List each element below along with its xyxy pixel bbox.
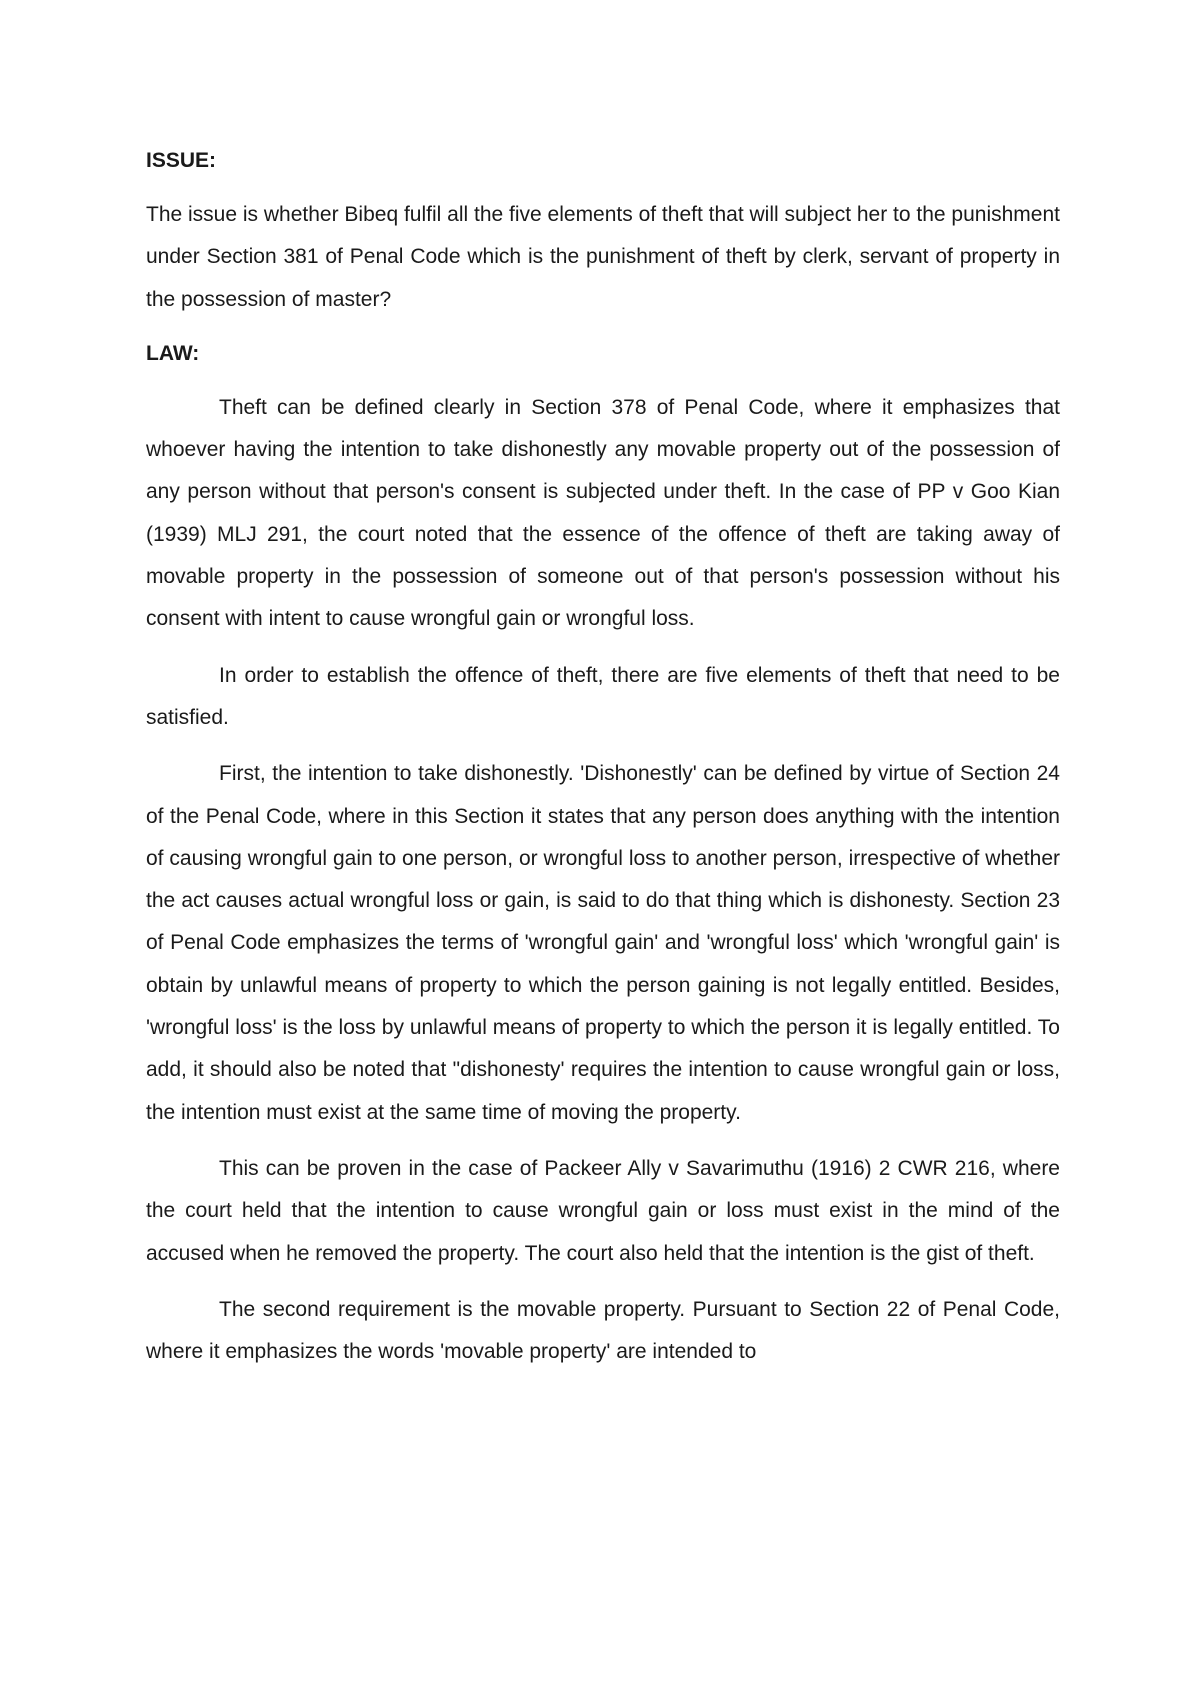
issue-paragraph: The issue is whether Bibeq fulfil all the five elements of theft that will subject her to the punishment under Section 381 of Penal Code which is the punishment of theft by clerk, servant of property in the possession of master? — [146, 203, 1060, 311]
issue-heading: ISSUE: — [146, 149, 217, 172]
document-page — [146, 140, 1060, 1373]
law-paragraph-elements: In order to establish the offence of theft, there are five elements of theft that need to be satisfied. — [146, 663, 1060, 729]
law-paragraph-definition: Theft can be defined clearly in Section 378 of Penal Code, where it emphasizes that whoever having the intention to take dishonestly any movable property out of the possession of any person without that person's consent is subjected under theft. In the case of PP v Goo Kian (1939) MLJ 291, the court noted that the essence of the offence of theft are taking away of movable property in the possession of someone out of that person's possession without his consent with intent to cause wrongful gain or wrongful loss. — [146, 395, 1060, 631]
law-heading: LAW: — [146, 341, 200, 365]
law-paragraph-movable: The second requirement is the movable property. Pursuant to Section 22 of Penal Code, where it emphasizes the words 'movable property' are intended to — [146, 1297, 1060, 1364]
law-paragraph-case: This can be proven in the case of Packeer Ally v Savarimuthu (1916) 2 CWR 216, where the court held that the intention to cause wrongful gain or loss must exist in the mind of the accused when he removed the property. The court also held that the intention is the gist of theft. — [146, 1156, 1060, 1265]
law-paragraph-dishonesty: First, the intention to take dishonestly. 'Dishonestly' can be defined by virtue of Section 24 of the Penal Code, where in this Section it states that any person does anything with the intention of causing wrongful gain to one person, or wrongful loss to another person, irrespective of whether the act causes actual wrongful loss or gain, is said to do that thing which is dishonesty. Section 23 of Penal Code emphasizes the terms of 'wrongful gain' and 'wrongful loss' which 'wrongful gain' is obtain by unlawful means of property to which the person gaining is not legally entitled. Besides, 'wrongful loss' is the loss by unlawful means of property to which the person it is legally entitled. To add, it should also be noted that "dishonesty' requires the intention to cause wrongful gain or loss, the intention must exist at the same time of moving the property. — [146, 762, 1060, 1124]
